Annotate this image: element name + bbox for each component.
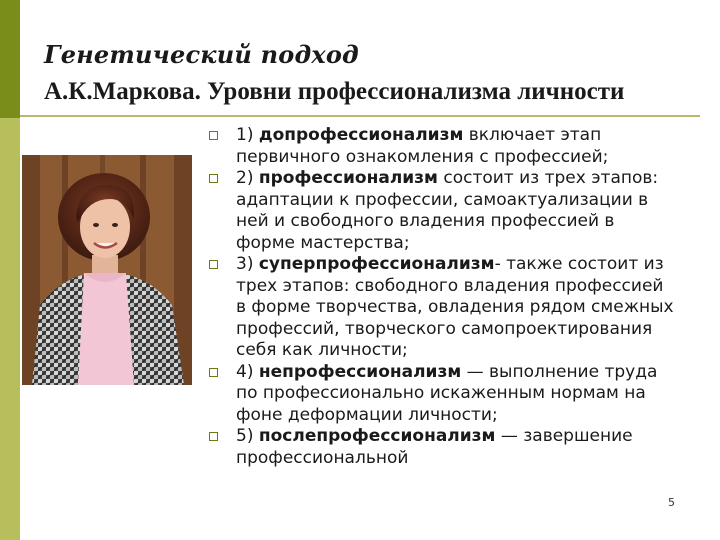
slide-title: Генетический подход: [44, 40, 359, 69]
item-prefix: 1): [236, 125, 259, 145]
hollow-square-bullet-icon: [209, 174, 218, 183]
page-number: 5: [668, 496, 675, 509]
hollow-square-bullet-icon: [209, 432, 218, 441]
list-item: [205, 362, 675, 427]
list-item: [205, 254, 675, 362]
item-prefix: 3): [236, 254, 259, 274]
item-term: непрофессионализм: [258, 361, 462, 382]
item-text: состоит из трех этапов: адаптации к профессии, самоактуализации в ней и свободного владения профессией в форме мастерства;: [236, 168, 659, 253]
list-item: [205, 125, 675, 168]
item-text: — выполнение труда по профессионально искаженным нормам на фоне деформации личности;: [236, 361, 658, 425]
item-term: суперпрофессионализм: [258, 254, 495, 274]
item-text: - также состоит из трех этапов: свободного владения профессией в форме творчества, овладения рядом смежных профессий, творческого самопроектирования себя как личности;: [236, 254, 674, 360]
hollow-square-bullet-icon: [209, 131, 218, 140]
hollow-square-bullet-icon: [209, 368, 218, 377]
slide-subtitle: А.К.Маркова. Уровни профессионализма личности: [44, 78, 625, 105]
item-term: послепрофессионализм: [258, 426, 496, 446]
left-accent-bar-top: [0, 0, 20, 118]
item-text: включает этап первичного ознакомления с профессией;: [236, 125, 609, 167]
title-divider: [20, 115, 700, 117]
item-term: допрофессионализм: [258, 125, 464, 145]
item-prefix: 2): [236, 168, 259, 188]
item-prefix: 4): [236, 361, 259, 382]
left-accent-bar-bottom: [0, 118, 20, 540]
list-item: [205, 426, 675, 469]
item-prefix: 5): [236, 426, 259, 446]
list-item: [205, 168, 675, 254]
item-text: — завершение профессиональной: [236, 426, 633, 468]
item-term: профессионализм: [258, 168, 438, 188]
left-accent-bar: [0, 0, 20, 540]
portrait-photo: [22, 155, 192, 385]
hollow-square-bullet-icon: [209, 260, 218, 269]
levels-list: [205, 125, 675, 469]
